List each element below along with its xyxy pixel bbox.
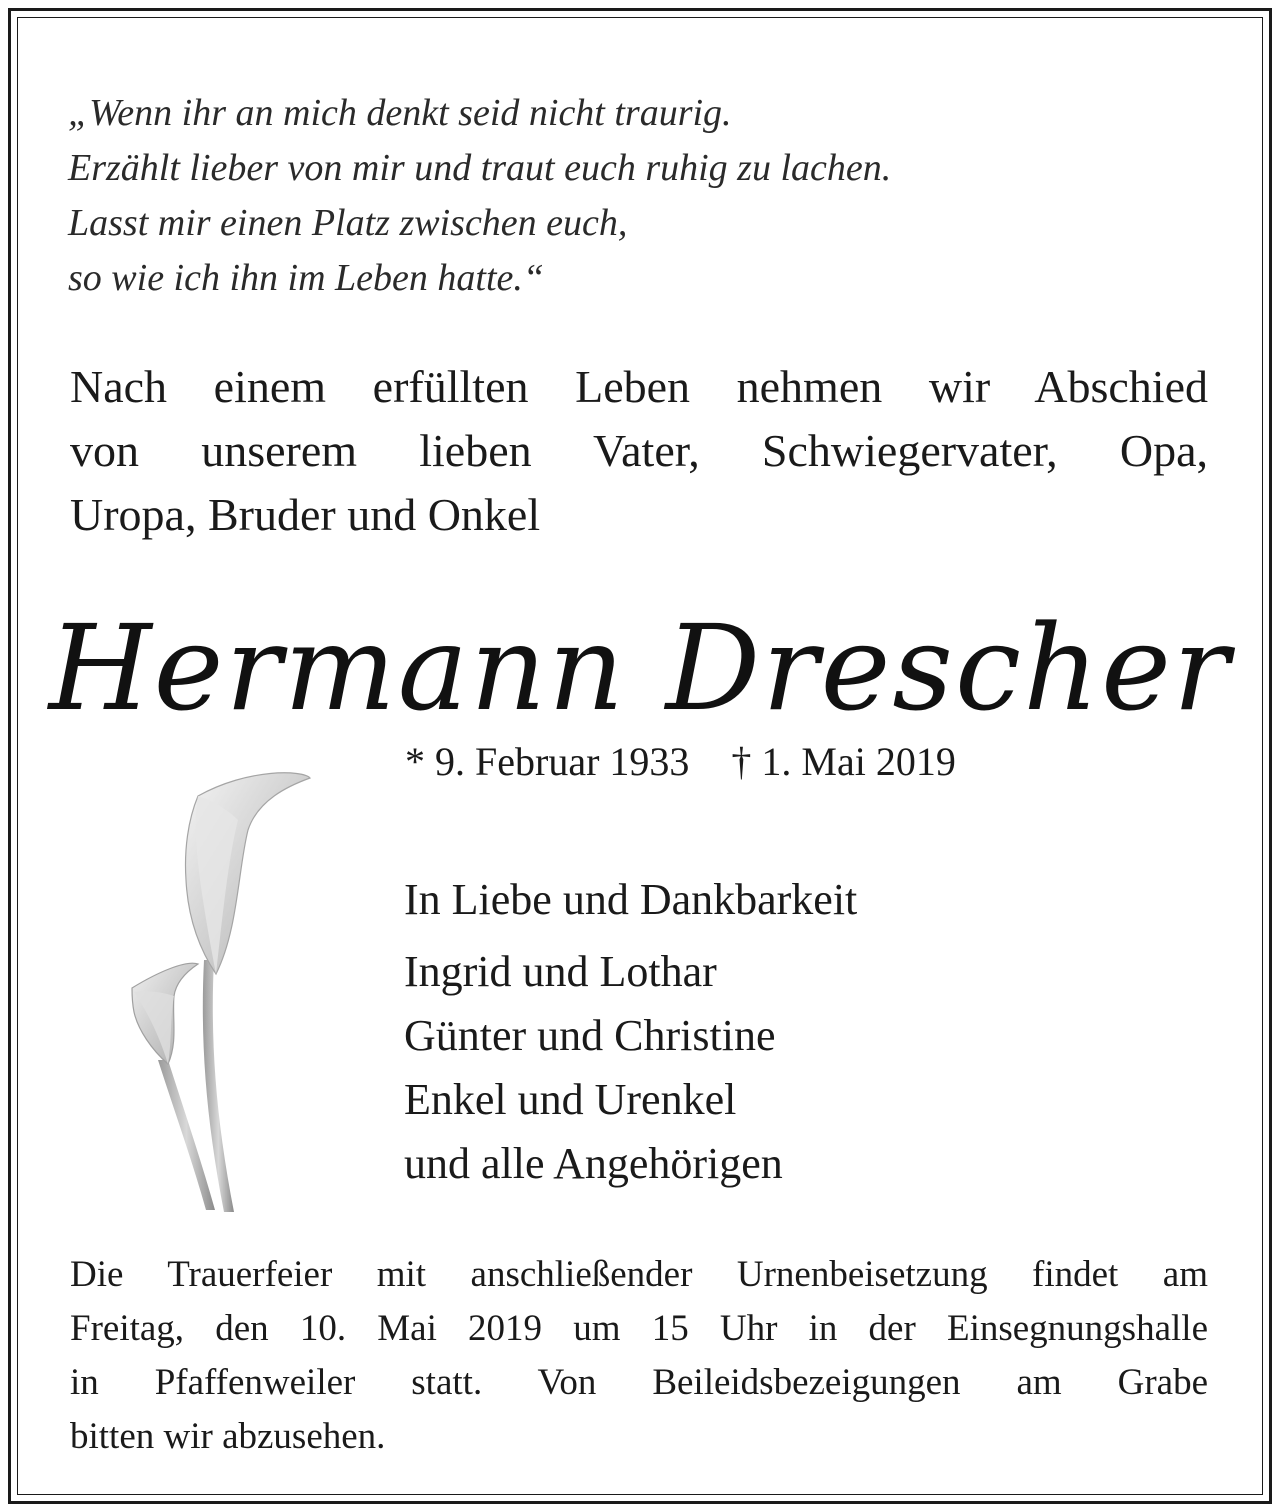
ceremony-line: Freitag, den 10. Mai 2019 um 15 Uhr in der Einsegnungshalle (70, 1308, 1208, 1349)
ceremony-line: bitten wir abzusehen. (70, 1416, 386, 1457)
quote-line: „Wenn ihr an mich denkt seid nicht traurig. (68, 92, 732, 134)
birth-date: * 9. Februar 1933 (405, 739, 690, 784)
family-lead: In Liebe und Dankbarkeit (404, 875, 858, 924)
quote-line: Lasst mir einen Platz zwischen euch, (68, 202, 628, 244)
deceased-name: Hermann Drescher (48, 599, 1232, 737)
family-member: Enkel und Urenkel (404, 1075, 737, 1124)
family-member: Günter und Christine (404, 1011, 776, 1060)
intro-line: Nach einem erfüllten Leben nehmen wir Abschied (70, 361, 1208, 412)
family-signature (404, 868, 857, 1196)
ceremony-line: Die Trauerfeier mit anschließender Urnenbeisetzung findet am (70, 1254, 1208, 1295)
intro-line: von unserem lieben Vater, Schwiegervater, Opa, (70, 425, 1208, 476)
death-date: † 1. Mai 2019 (731, 739, 956, 784)
farewell-intro (70, 355, 1208, 547)
ceremony-notice (70, 1248, 1208, 1464)
family-member: und alle Angehörigen (404, 1139, 783, 1188)
memorial-quote (68, 86, 1208, 306)
intro-line: Uropa, Bruder und Onkel (70, 489, 541, 540)
calla-lily-icon (88, 760, 378, 1230)
family-member: Ingrid und Lothar (404, 947, 717, 996)
ceremony-line: in Pfaffenweiler statt. Von Beileidsbezeigungen am Grabe (70, 1362, 1208, 1403)
quote-line: so wie ich ihn im Leben hatte.“ (68, 257, 545, 299)
quote-line: Erzählt lieber von mir und traut euch ruhig zu lachen. (68, 147, 892, 189)
life-dates (405, 736, 956, 788)
